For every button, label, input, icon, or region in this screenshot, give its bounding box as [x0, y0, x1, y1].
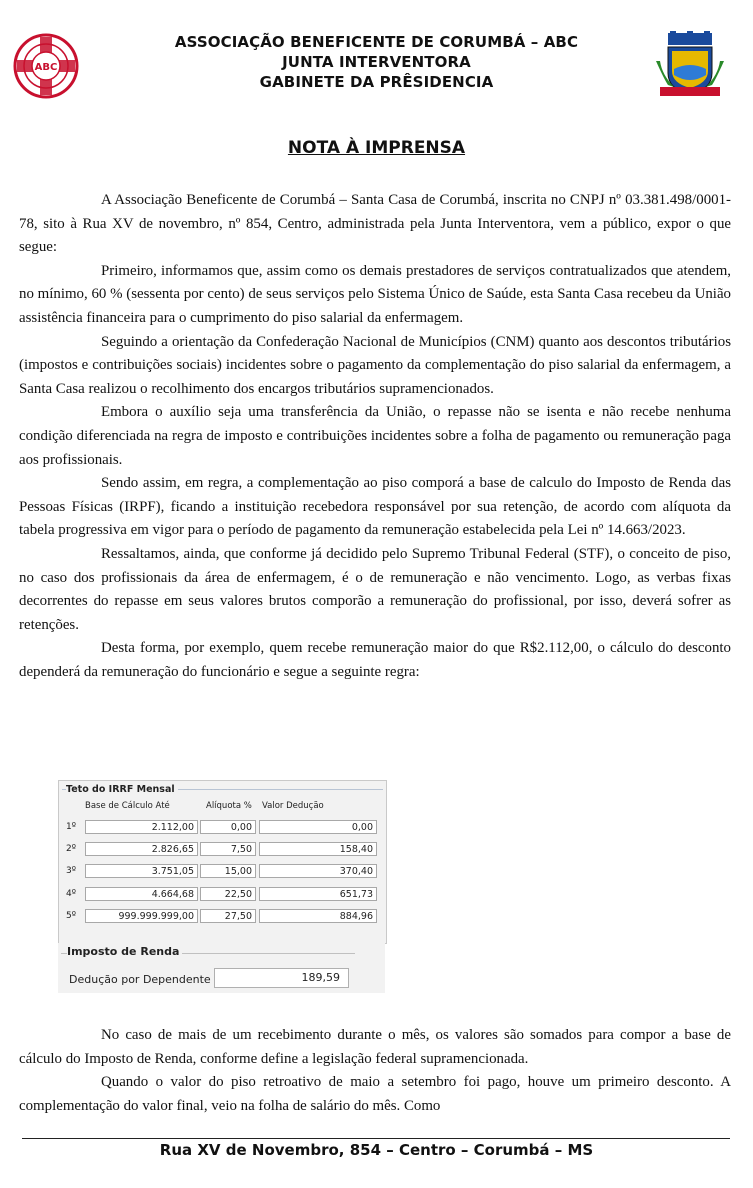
irrf-table-title: Teto do IRRF Mensal	[66, 784, 178, 795]
row-ordinal: 3º	[66, 866, 76, 876]
table-row	[59, 820, 386, 836]
paragraph: Embora o auxílio seja uma transferência da União, o repasse não se isenta e não recebe nenhuma condição diferenciada na regra de imposto e contribuições incidentes sobre a folha de pagamento ou remuneração paga aos profissionais.	[19, 404, 731, 468]
org-subtitle: JUNTA INTERVENTORA	[282, 53, 471, 71]
column-header-base: Base de Cálculo Até	[85, 801, 170, 811]
letterhead	[0, 28, 753, 103]
press-release-body	[19, 189, 731, 684]
row-ordinal: 1º	[66, 822, 76, 832]
dependent-deduction-label: Dedução por Dependente	[69, 973, 211, 986]
paragraph: No caso de mais de um recebimento durante o mês, os valores são somados para compor a base de cálculo do Imposto de Renda, conforme define a legislação federal supramencionada.	[19, 1027, 731, 1067]
footer-divider	[22, 1138, 730, 1139]
deducao-field[interactable]: 651,73	[259, 887, 377, 901]
table-row	[59, 864, 386, 880]
imposto-renda-title: Imposto de Renda	[67, 945, 182, 958]
aliquota-field[interactable]: 27,50	[200, 909, 256, 923]
deducao-field[interactable]: 158,40	[259, 842, 377, 856]
aliquota-field[interactable]: 7,50	[200, 842, 256, 856]
press-release-body-continued	[19, 1024, 731, 1118]
svg-text:ABC: ABC	[34, 62, 58, 73]
base-field[interactable]: 999.999.999,00	[85, 909, 198, 923]
column-header-deducao: Valor Dedução	[262, 801, 324, 811]
table-row	[59, 887, 386, 903]
row-ordinal: 4º	[66, 889, 76, 899]
deducao-field[interactable]: 370,40	[259, 864, 377, 878]
table-row	[59, 909, 386, 925]
footer-address: Rua XV de Novembro, 854 – Centro – Corumbá – MS	[159, 1141, 594, 1159]
aliquota-field[interactable]: 22,50	[200, 887, 256, 901]
base-field[interactable]: 2.112,00	[85, 820, 198, 834]
paragraph: Desta forma, por exemplo, quem recebe remuneração maior do que R$2.112,00, o cálculo do desconto dependerá da remuneração do funcionário e segue a seguinte regra:	[19, 640, 731, 680]
corumba-coat-of-arms-logo	[654, 31, 726, 99]
deducao-field[interactable]: 0,00	[259, 820, 377, 834]
aliquota-field[interactable]: 15,00	[200, 864, 256, 878]
column-header-aliquota: Alíquota %	[206, 801, 252, 811]
base-field[interactable]: 4.664,68	[85, 887, 198, 901]
org-name: ASSOCIAÇÃO BENEFICENTE DE CORUMBÁ – ABC	[174, 33, 579, 51]
irrf-table-panel	[58, 780, 387, 944]
imposto-renda-panel	[58, 943, 385, 993]
table-row	[59, 842, 386, 858]
org-department: GABINETE DA PRÊSIDENCIA	[259, 73, 494, 91]
paragraph: Primeiro, informamos que, assim como os demais prestadores de serviços contratualizados que atendem, no mínimo, 60 % (sessenta por cento) de seus serviços pelo Sistema Único de Saúde, esta Santa Casa recebeu da União assistência financeira para o cumprimento do piso salarial da enfermagem.	[19, 262, 731, 326]
deducao-field[interactable]: 884,96	[259, 909, 377, 923]
paragraph: Seguindo a orientação da Confederação Nacional de Municípios (CNM) quanto aos descontos tributários (impostos e contribuições sociais) incidentes sobre o pagamento da complementação do piso salarial da enfermagem, a Santa Casa realizou o recolhimento dos encargos tributários supramencionados.	[19, 333, 731, 397]
aliquota-field[interactable]: 0,00	[200, 820, 256, 834]
page-title: NOTA À IMPRENSA	[287, 138, 466, 158]
row-ordinal: 5º	[66, 911, 76, 921]
paragraph: A Associação Beneficente de Corumbá – Santa Casa de Corumbá, inscrita no CNPJ nº 03.381.498/0001-78, sito à Rua XV de novembro, nº 854, Centro, administrada pela Junta Interventora, vem a público, expor o que segue:	[19, 192, 731, 256]
paragraph: Sendo assim, em regra, a complementação ao piso comporá a base de calculo do Imposto de Renda das Pessoas Físicas (IRPF), ficando a instituição recebedora responsável por sua retenção, de acordo com alíquota da tabela progressiva em vigor para o período de pagamento da remuneração estabelecida pela Lei nº 14.663/2023.	[19, 475, 731, 539]
paragraph: Ressaltamos, ainda, que conforme já decidido pelo Supremo Tribunal Federal (STF), o conceito de piso, no caso dos profissionais da área de enfermagem, é o de remuneração e não vencimento. Logo, as verbas fixas decorrentes do repasse em seus valores brutos comporão a remuneração do profissional, por isso, deverá sofrer as retenções.	[19, 545, 731, 633]
base-field[interactable]: 2.826,65	[85, 842, 198, 856]
dependent-deduction-field[interactable]: 189,59	[214, 968, 349, 988]
paragraph: Quando o valor do piso retroativo de maio a setembro foi pago, houve um primeiro desconto. A complementação do valor final, veio na folha de salário do mês. Como	[19, 1074, 731, 1114]
base-field[interactable]: 3.751,05	[85, 864, 198, 878]
row-ordinal: 2º	[66, 844, 76, 854]
